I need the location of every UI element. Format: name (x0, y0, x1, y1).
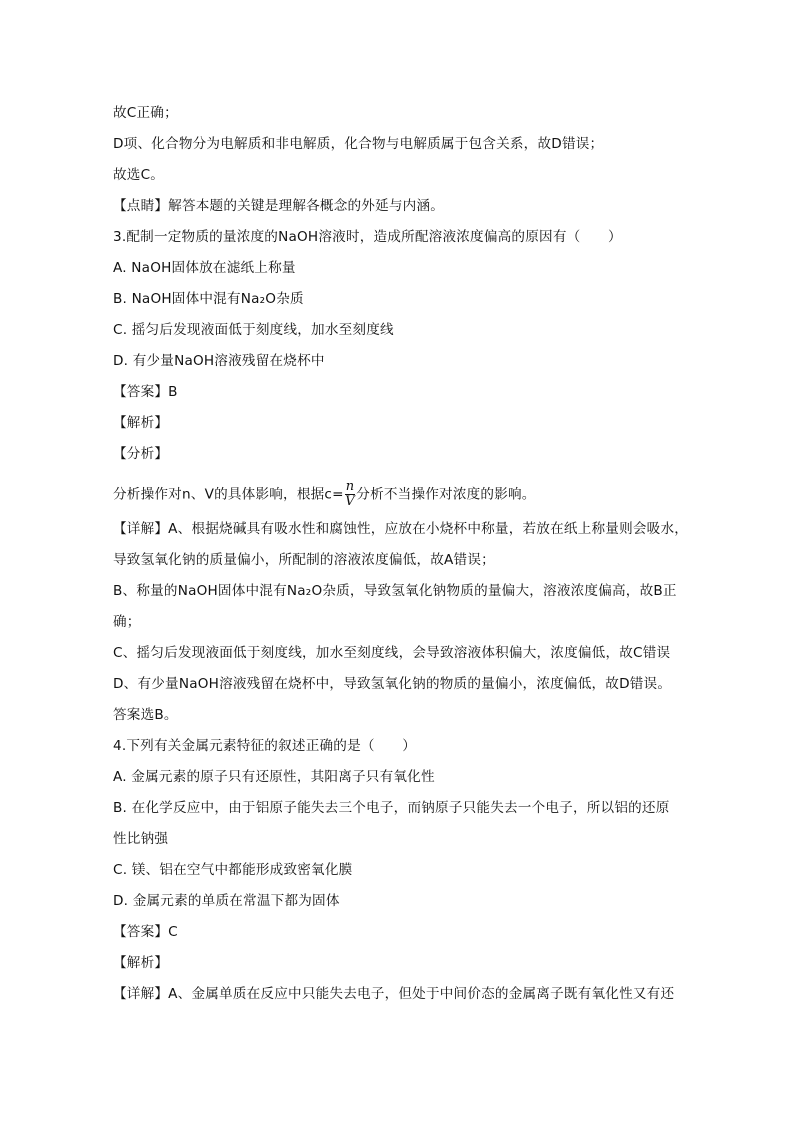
text-line: C、摇匀后发现液面低于刻度线，加水至刻度线，会导致溶液体积偏大，浓度偏低，故C错误 (113, 645, 671, 661)
analysis-sub-label: 【分析】 (113, 446, 169, 462)
option-b: B. NaOH固体中混有Na₂O杂质 (113, 291, 304, 307)
option-d: D. 金属元素的单质在常温下都为固体 (113, 893, 340, 909)
fraction-numerator: n (345, 479, 355, 494)
option-b: B. 在化学反应中，由于铝原子能失去三个电子，而钠原子只能失去一个电子，所以铝的还原 (113, 800, 670, 816)
option-b-continued: 性比钠强 (113, 831, 169, 847)
concentration-fraction (345, 480, 356, 509)
text-line: 导致氢氧化钠的质量偏小，所配制的溶液浓度偏低，故A错误； (113, 552, 495, 568)
text-line: 【详解】A、根据烧碱具有吸水性和腐蚀性，应放在小烧杯中称量，若放在纸上称量则会吸水， (113, 521, 689, 537)
text-line: D、有少量NaOH溶液残留在烧杯中，导致氢氧化钠的物质的量偏小，浓度偏低，故D错误。 (113, 676, 672, 692)
formula-before: 分析操作对n、V的具体影响，根据c= (113, 486, 344, 503)
text-line: B、称量的NaOH固体中混有Na₂O杂质，导致氢氧化钠物质的量偏大，溶液浓度偏高，故B正 (113, 583, 677, 599)
text-line: 【详解】A、金属单质在反应中只能失去电子，但处于中间价态的金属离子既有氧化性又有还 (113, 986, 675, 1002)
analysis-label: 【解析】 (113, 955, 169, 971)
formula-line (113, 479, 536, 509)
option-a: A. 金属元素的原子只有还原性，其阳离子只有氧化性 (113, 769, 435, 785)
fraction-denominator: V (345, 494, 355, 509)
option-c: C. 镁、铝在空气中都能形成致密氧化膜 (113, 862, 353, 878)
text-line: D项、化合物分为电解质和非电解质，化合物与电解质属于包含关系，故D错误； (113, 136, 604, 152)
text-line: 故选C。 (113, 167, 165, 183)
question-4-stem: 4.下列有关金属元素特征的叙述正确的是（ ） (113, 738, 417, 754)
formula-after: 分析不当操作对浓度的影响。 (356, 486, 536, 503)
analysis-label: 【解析】 (113, 415, 169, 431)
option-a: A. NaOH固体放在滤纸上称量 (113, 260, 296, 276)
text-line: 答案选B。 (113, 707, 178, 723)
option-c: C. 摇匀后发现液面低于刻度线，加水至刻度线 (113, 322, 394, 338)
question-3-stem: 3.配制一定物质的量浓度的NaOH溶液时，造成所配溶液浓度偏高的原因有（ ） (113, 229, 622, 245)
text-line: 故C正确； (113, 105, 178, 121)
answer-label: 【答案】C (113, 924, 178, 940)
option-d: D. 有少量NaOH溶液残留在烧杯中 (113, 353, 325, 369)
text-line: 【点睛】解答本题的关键是理解各概念的外延与内涵。 (113, 198, 445, 214)
answer-label: 【答案】B (113, 384, 178, 400)
text-line: 确； (113, 614, 141, 630)
